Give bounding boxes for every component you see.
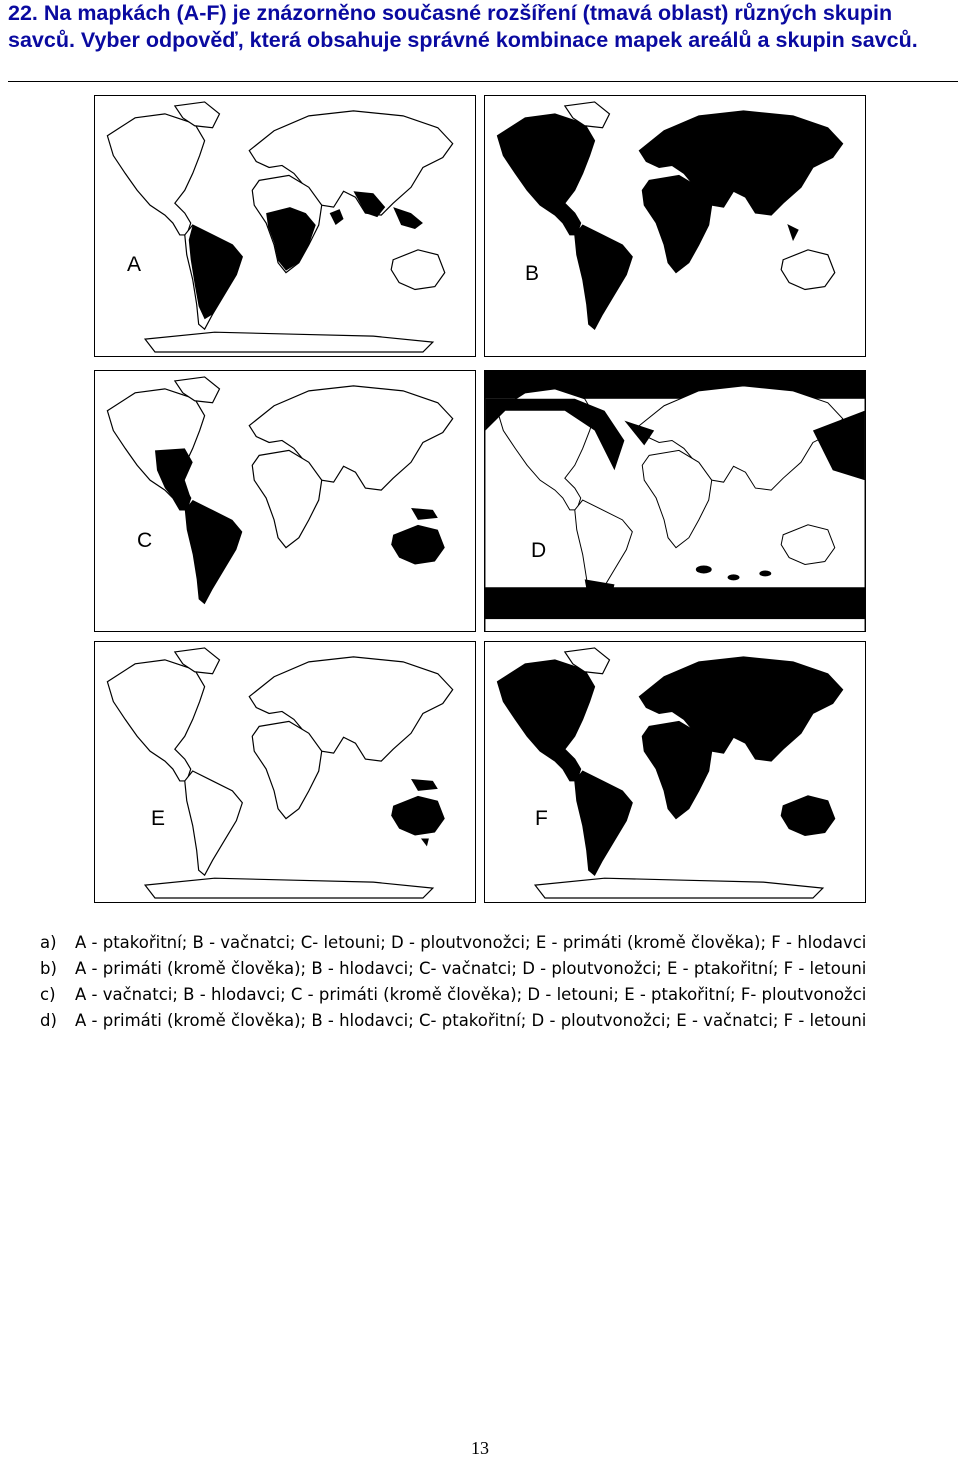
map-f xyxy=(484,641,866,903)
page-number: 13 xyxy=(471,1438,489,1458)
answer-label: c) xyxy=(40,985,56,1004)
map-c-letter: C xyxy=(137,529,153,552)
map-d-drawing xyxy=(485,371,865,631)
map-a xyxy=(94,95,476,357)
answer-option-a[interactable] xyxy=(40,930,954,956)
map-f-drawing xyxy=(485,642,865,902)
answer-option-b[interactable] xyxy=(40,956,954,982)
map-d xyxy=(484,370,866,632)
answer-option-c[interactable] xyxy=(40,982,954,1008)
question-heading: 22. Na mapkách (A-F) je znázorněno současné rozšíření (tmavá oblast) různých skupin savců. Vyber odpověď, která obsahuje správné kombinace mapek areálů a skupin savců. xyxy=(8,1,918,52)
answer-option-d[interactable] xyxy=(40,1008,954,1034)
answer-text: A - ptakořitní; B - vačnatci; C- letouni; D - ploutvonožci; E - primáti (kromě člověka); F - hlodavci xyxy=(75,933,867,952)
map-e-letter: E xyxy=(151,807,166,830)
map-f-letter: F xyxy=(535,807,548,830)
answer-label: a) xyxy=(40,933,57,952)
answer-label: b) xyxy=(40,959,57,978)
map-a-letter: A xyxy=(127,253,142,276)
map-c xyxy=(94,370,476,632)
answer-text: A - primáti (kromě člověka); B - hlodavci; C- ptakořitní; D - ploutvonožci; E - vačnatci; F - letouni xyxy=(75,1011,867,1030)
answer-list xyxy=(40,930,954,1034)
map-a-drawing xyxy=(95,96,475,356)
map-d-letter: D xyxy=(531,539,547,562)
map-b xyxy=(484,95,866,357)
map-e-drawing xyxy=(95,642,475,902)
map-b-letter: B xyxy=(525,262,540,285)
map-c-drawing xyxy=(95,371,475,631)
map-b-drawing xyxy=(485,96,865,356)
answer-text: A - vačnatci; B - hlodavci; C - primáti (kromě člověka); D - letouni; E - ptakořitní; F- ploutvonožci xyxy=(75,985,867,1004)
answer-text: A - primáti (kromě člověka); B - hlodavci; C- vačnatci; D - ploutvonožci; E - ptakořitní; F - letouni xyxy=(75,959,867,978)
map-e xyxy=(94,641,476,903)
divider-rule xyxy=(8,81,958,82)
answer-label: d) xyxy=(40,1011,57,1030)
